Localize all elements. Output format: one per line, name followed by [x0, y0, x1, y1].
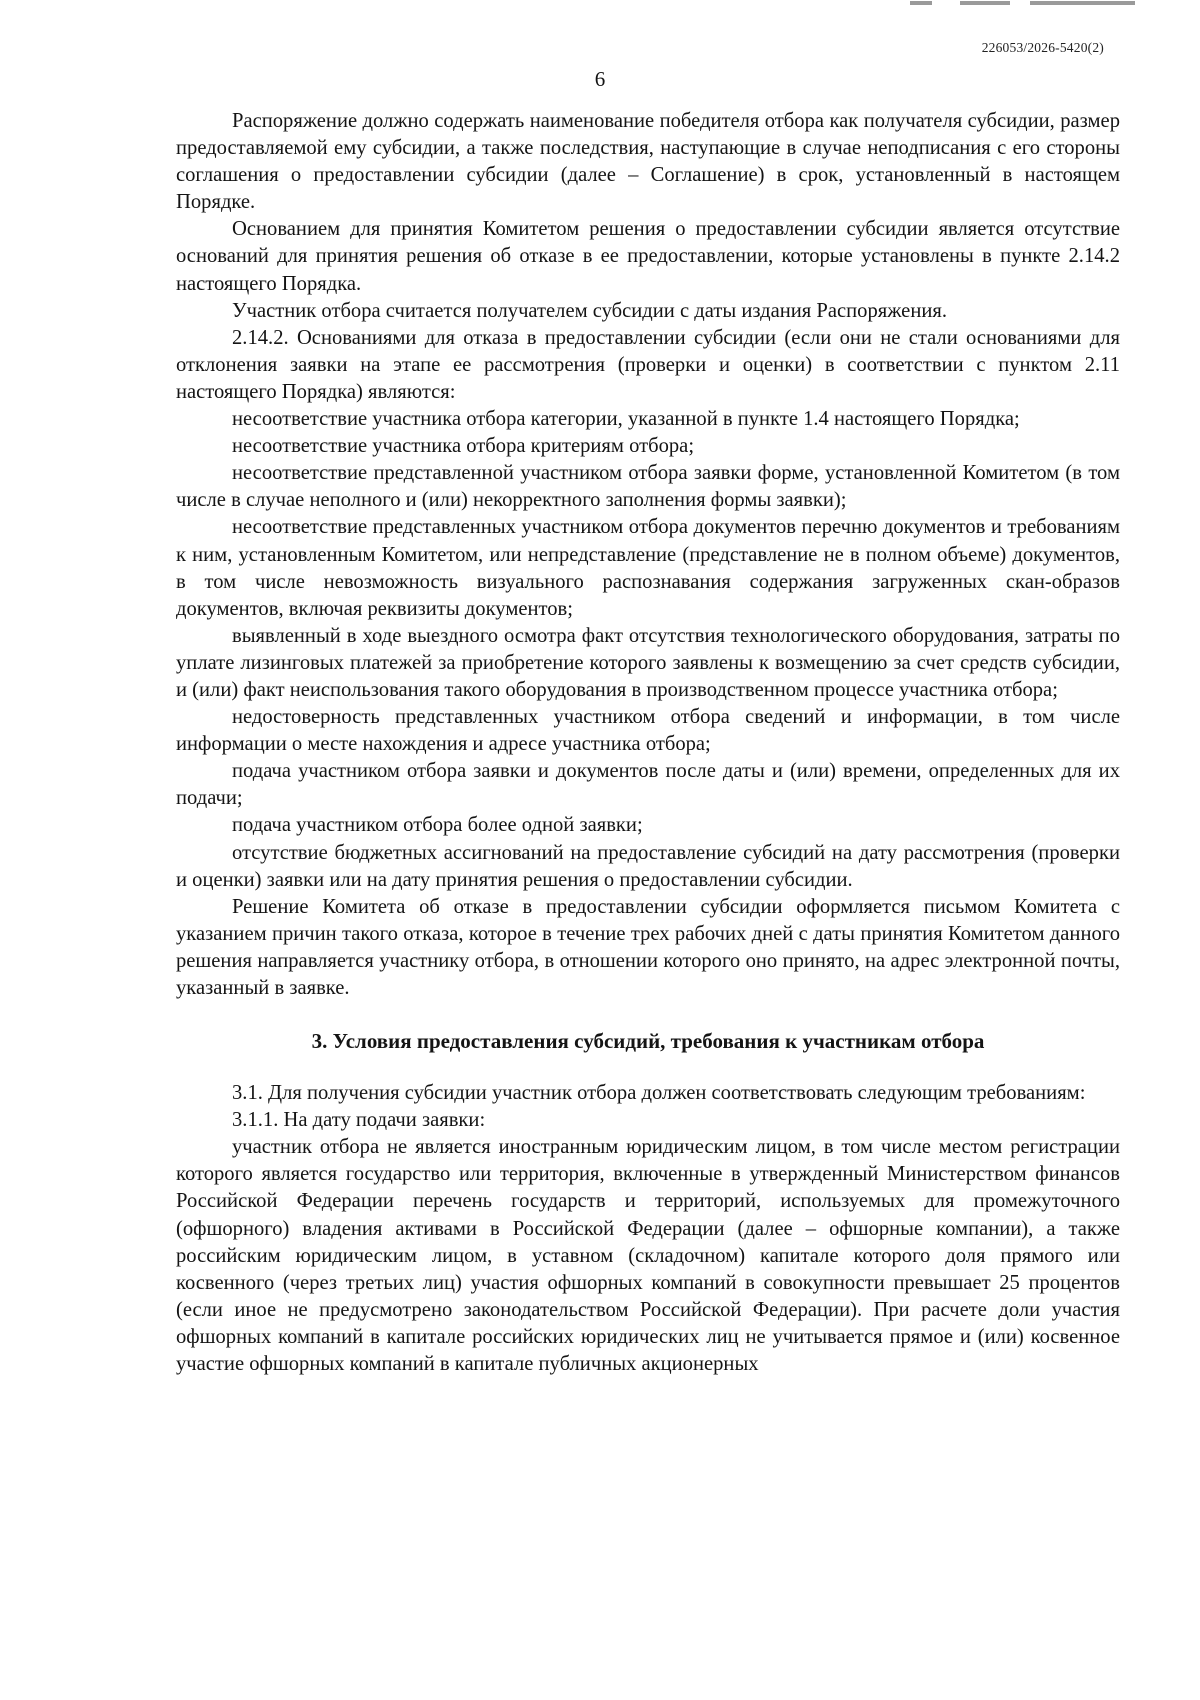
paragraph: 2.14.2. Основаниями для отказа в предоставлении субсидии (если они не стали основаниями для отклонения заявки на этапе ее рассмотрения (проверки и оценки) в соответствии с пунктом 2.11 настоящего Порядка) являются: [176, 326, 1120, 403]
list-item: подача участником отбора заявки и документов после даты и (или) времени, определенных для их подачи; [176, 760, 1120, 810]
scan-top-edge-mark [900, 0, 1150, 6]
document-registration-number: 226053/2026-5420(2) [981, 40, 1104, 55]
list-item: несоответствие участника отбора критериям отбора; [232, 435, 695, 458]
list-item: выявленный в ходе выездного осмотра факт отсутствия технологического оборудования, затраты по уплате лизинговых платежей за приобретение которого заявлены к возмещению за счет средств субсидии, и (или) факт неиспользования такого оборудования в производственном процессе участника отбора; [176, 624, 1120, 701]
paragraph: Участник отбора считается получателем субсидии с даты издания Распоряжения. [232, 299, 947, 322]
paragraph: Распоряжение должно содержать наименование победителя отбора как получателя субсидии, размер предоставляемой ему субсидии, а также последствия, наступающие в случае неподписания с его стороны соглашения о предоставлении субсидии (далее – Соглашение) в срок, установленный в настоящем Порядке. [176, 110, 1120, 214]
list-item: отсутствие бюджетных ассигнований на предоставление субсидий на дату рассмотрения (проверки и оценки) заявки или на дату принятия решения о предоставлении субсидии. [176, 841, 1120, 891]
paragraph: Основанием для принятия Комитетом решения о предоставлении субсидии является отсутствие оснований для принятия решения об отказе в ее предоставлении, которые установлены в пункте 2.14.2 настоящего Порядка. [176, 218, 1120, 295]
document-body [176, 108, 1120, 1378]
page-number: 6 [594, 67, 606, 91]
list-item: недостоверность представленных участником отбора сведений и информации, в том числе информации о месте нахождения и адресе участника отбора; [176, 706, 1120, 756]
paragraph: участник отбора не является иностранным юридическим лицом, в том числе местом регистрации которого является государство или территория, включенные в утвержденный Министерством финансов Российской Федерации перечень государств и территорий, используемых для промежуточного (офшорного) владения активами в Российской Федерации (далее – офшорные компании), а также российским юридическим лицом, в уставном (складочном) капитале которого доля прямого или косвенного (через третьих лиц) участия офшорных компаний в совокупности превышает 25 процентов (если иное не предусмотрено законодательством Российской Федерации). При расчете доли участия офшорных компаний в капитале российских юридических лиц не учитывается прямое и (или) косвенное участие офшорных компаний в капитале публичных акционерных [176, 1136, 1120, 1376]
paragraph: Решение Комитета об отказе в предоставлении субсидии оформляется письмом Комитета с указанием причин такого отказа, которое в течение трех рабочих дней с даты принятия Комитетом данного решения направляется участнику отбора, в отношении которого оно принято, на адрес электронной почты, указанный в заявке. [176, 895, 1120, 999]
list-item: несоответствие представленных участником отбора документов перечню документов и требованиям к ним, установленным Комитетом, или непредставление (представление не в полном объеме) документов, в том числе невозможность визуального распознавания содержания загруженных скан-образов документов, включая реквизиты документов; [176, 516, 1120, 620]
list-item: несоответствие участника отбора категории, указанной в пункте 1.4 настоящего Порядка; [232, 408, 1020, 431]
list-item: несоответствие представленной участником отбора заявки форме, установленной Комитетом (в том числе в случае неполного и (или) некорректного заполнения формы заявки); [176, 462, 1120, 512]
list-item: подача участником отбора более одной заявки; [232, 814, 643, 837]
paragraph: 3.1. Для получения субсидии участник отбора должен соответствовать следующим требованиям: [232, 1082, 1086, 1105]
section-heading: 3. Условия предоставления субсидий, требования к участникам отбора [311, 1029, 985, 1054]
paragraph: 3.1.1. На дату подачи заявки: [232, 1109, 486, 1132]
